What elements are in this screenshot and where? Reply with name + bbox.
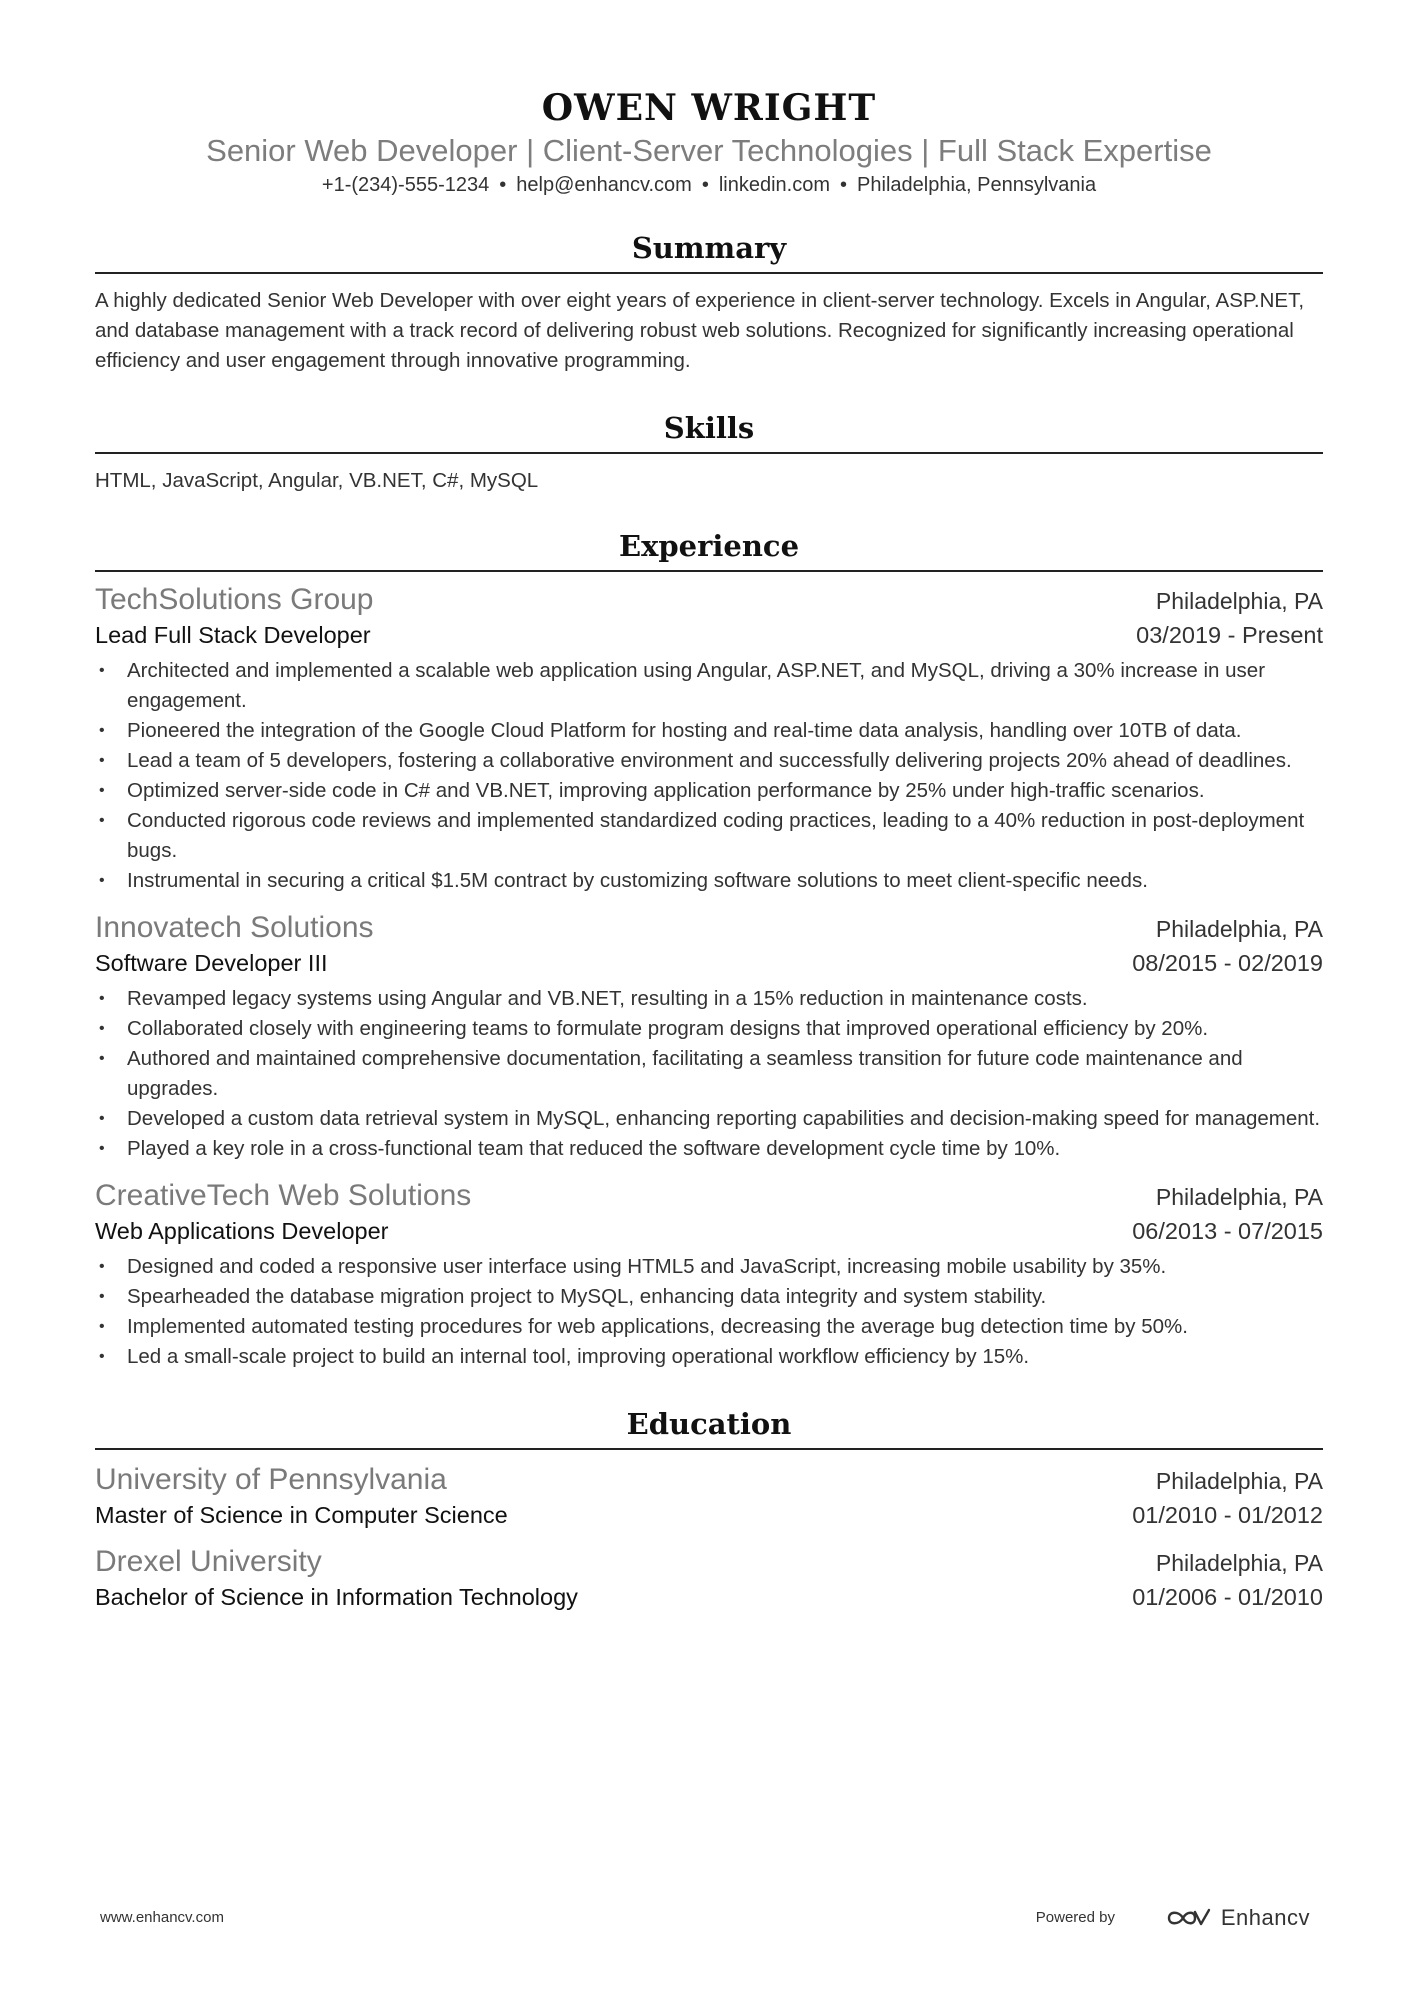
bullet-list: [95, 1252, 1323, 1372]
list-item: • Developed a custom data retrieval system in MySQL, enhancing reporting capabilities and decision-making speed for management.: [99, 1107, 1321, 1130]
section-heading: Summary: [95, 230, 1323, 274]
resume-page: [95, 0, 1323, 1614]
experience-entry: [95, 1178, 1323, 1372]
enhancv-logo[interactable]: [1165, 1905, 1310, 1931]
footer-brand: Enhancv: [1220, 1905, 1310, 1930]
experience-entry: [95, 582, 1323, 896]
list-item: • Implemented automated testing procedures for web applications, decreasing the average bug detection time by 50%.: [99, 1315, 1188, 1338]
list-item: • Authored and maintained comprehensive documentation, facilitating a seamless transition for future code maintenance and upgrades.: [99, 1047, 1243, 1100]
job-location: Philadelphia, PA: [1155, 916, 1323, 942]
list-item: • Revamped legacy systems using Angular and VB.NET, resulting in a 15% reduction in maintenance costs.: [99, 987, 1088, 1010]
education-section: [95, 1406, 1323, 1614]
job-dates: 03/2019 - Present: [1136, 622, 1323, 648]
contact-line: [95, 172, 1323, 198]
education-dates: 01/2010 - 01/2012: [1132, 1502, 1323, 1528]
summary-text: A highly dedicated Senior Web Developer with over eight years of experience in client-server technology. Excels in Angular, ASP.NET, and database management with a track record of delivering robust web solutions. Recognized for significantly increasing operational efficiency and user engagement through innovative programming.: [95, 289, 1305, 372]
school-name: Drexel University: [95, 1545, 322, 1578]
separator-dot: •: [840, 174, 848, 196]
list-item: • Led a small-scale project to build an internal tool, improving operational workflow efficiency by 15%.: [99, 1345, 1030, 1368]
skills-text: HTML, JavaScript, Angular, VB.NET, C#, MySQL: [95, 469, 539, 492]
company-name: CreativeTech Web Solutions: [95, 1179, 472, 1212]
location: Philadelphia, Pennsylvania: [857, 174, 1097, 196]
email-link[interactable]: help@enhancv.com: [516, 174, 692, 196]
list-item: • Spearheaded the database migration project to MySQL, enhancing data integrity and system stability.: [99, 1285, 1047, 1308]
separator-dot: •: [499, 174, 507, 196]
company-name: Innovatech Solutions: [95, 911, 374, 944]
job-dates: 08/2015 - 02/2019: [1132, 950, 1323, 976]
skills-section: [95, 410, 1323, 496]
education-entry: [95, 1462, 1323, 1532]
experience-entry: [95, 910, 1323, 1164]
education-dates: 01/2006 - 01/2010: [1132, 1584, 1323, 1610]
section-heading: Skills: [95, 410, 1323, 454]
list-item: • Lead a team of 5 developers, fostering a collaborative environment and successfully delivering projects 20% ahead of deadlines.: [99, 749, 1292, 772]
powered-by-label: Powered by: [1035, 1909, 1115, 1926]
enhancv-logo-icon: [1165, 1906, 1213, 1930]
job-title: Web Applications Developer: [95, 1218, 389, 1244]
summary-section: [95, 230, 1323, 376]
bullet-list: [95, 984, 1323, 1164]
degree: Master of Science in Computer Science: [95, 1502, 508, 1528]
education-entry: [95, 1544, 1323, 1614]
section-heading: Experience: [95, 528, 1323, 572]
candidate-name: OWEN WRIGHT: [541, 87, 877, 129]
candidate-headline: Senior Web Developer | Client-Server Technologies | Full Stack Expertise: [206, 133, 1212, 168]
footer-website-link[interactable]: www.enhancv.com: [100, 1909, 224, 1926]
list-item: • Pioneered the integration of the Google Cloud Platform for hosting and real-time data analysis, handling over 10TB of data.: [99, 719, 1242, 742]
list-item: • Instrumental in securing a critical $1.5M contract by customizing software solutions to meet client-specific needs.: [99, 869, 1148, 892]
section-heading: Education: [95, 1406, 1323, 1450]
bullet-list: [95, 656, 1323, 896]
linkedin-link[interactable]: linkedin.com: [718, 174, 831, 196]
list-item: • Optimized server-side code in C# and VB.NET, improving application performance by 25% under high-traffic scenarios.: [99, 779, 1205, 802]
school-location: Philadelphia, PA: [1155, 1550, 1323, 1576]
job-title: Software Developer III: [95, 950, 328, 976]
job-title: Lead Full Stack Developer: [95, 622, 371, 648]
job-location: Philadelphia, PA: [1155, 588, 1323, 614]
degree: Bachelor of Science in Information Technology: [95, 1584, 578, 1610]
separator-dot: •: [701, 174, 709, 196]
job-dates: 06/2013 - 07/2015: [1132, 1218, 1323, 1244]
list-item: • Collaborated closely with engineering teams to formulate program designs that improved operational efficiency by 20%.: [99, 1017, 1209, 1040]
list-item: • Designed and coded a responsive user interface using HTML5 and JavaScript, increasing mobile usability by 35%.: [99, 1255, 1167, 1278]
list-item: • Architected and implemented a scalable web application using Angular, ASP.NET, and MySQL, driving a 30% increase in user engagement.: [99, 659, 1266, 712]
experience-section: [95, 528, 1323, 1372]
phone: +1-(234)-555-1234: [321, 174, 490, 196]
list-item: • Played a key role in a cross-functional team that reduced the software development cycle time by 10%.: [99, 1137, 1061, 1160]
school-location: Philadelphia, PA: [1155, 1468, 1323, 1494]
job-location: Philadelphia, PA: [1155, 1184, 1323, 1210]
school-name: University of Pennsylvania: [95, 1463, 447, 1496]
company-name: TechSolutions Group: [95, 583, 374, 616]
page-footer: [100, 1905, 1310, 1935]
list-item: • Conducted rigorous code reviews and implemented standardized coding practices, leading to a 40% reduction in post-deployment bugs.: [99, 809, 1305, 862]
